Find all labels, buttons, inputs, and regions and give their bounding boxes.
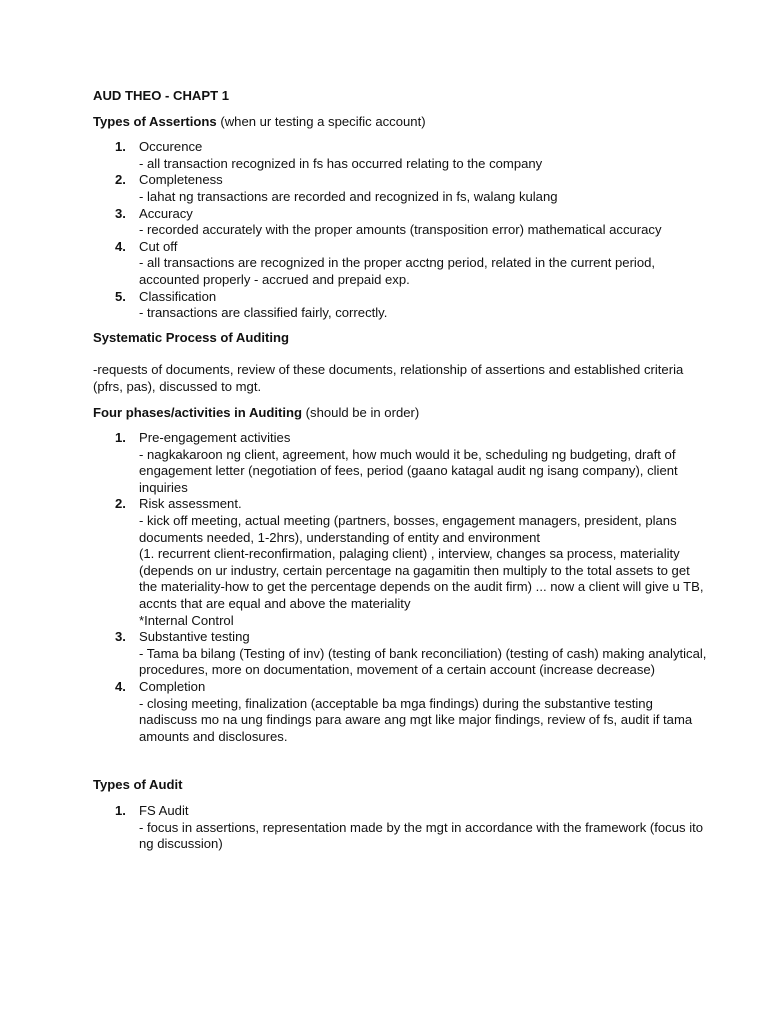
item-description: - focus in assertions, representation made by the mgt in accordance with the framework (focus ito ng discussion) (139, 819, 704, 852)
systematic-text: -requests of documents, review of these documents, relationship of assertions and established criteria (pfrs, pas), discussed to mgt. (93, 362, 684, 394)
item-description: - lahat ng transactions are recorded and recognized in fs, walang kulang (139, 188, 558, 204)
item-number: 2. (115, 172, 126, 188)
item-description: - all transaction recognized in fs has occurred relating to the company (139, 155, 543, 171)
item-number: 4. (115, 238, 126, 254)
item-name: Completion (139, 679, 206, 694)
item-name: FS Audit (139, 802, 189, 818)
item-description: - kick off meeting, actual meeting (partners, bosses, engagement managers, president, plans documents needed, 1-2hrs), understanding of entity and environment (139, 513, 677, 545)
item-name: Cut off (139, 238, 178, 254)
audit-types-heading (93, 777, 708, 794)
item-name: Risk assessment. (139, 496, 242, 512)
phase-item (93, 629, 708, 679)
item-number: 3. (115, 629, 126, 645)
assertion-item (93, 289, 708, 322)
assertions-heading (93, 114, 708, 131)
assertion-item (93, 206, 708, 239)
item-description: - recorded accurately with the proper amounts (transposition error) mathematical accuracy (139, 222, 662, 238)
phase-item (93, 430, 708, 496)
audit-type-item (93, 803, 708, 853)
phases-heading-bold: Four phases/activities in Auditing (93, 404, 303, 420)
item-name: Accuracy (139, 205, 193, 221)
item-number: 1. (115, 802, 126, 818)
item-name: Completeness (139, 172, 223, 188)
phases-heading (93, 405, 708, 422)
audit-types-list (93, 803, 708, 853)
assertion-item (93, 239, 708, 289)
item-description: *Internal Control (139, 612, 234, 628)
document-title: AUD THEO - CHAPT 1 (93, 88, 230, 103)
item-number: 4. (115, 679, 126, 694)
assertions-list (93, 139, 708, 322)
item-name: Classification (139, 288, 217, 304)
assertion-item (93, 172, 708, 205)
phases-heading-note: (should be in order) (302, 404, 420, 420)
item-description: - Tama ba bilang (Testing of inv) (testing of bank reconciliation) (testing of cash) making analytical, procedures, more on documentation, movement of a certain account (increase decrease) (139, 645, 707, 678)
item-name: Substantive testing (139, 629, 250, 645)
item-description: - closing meeting, finalization (acceptable ba mga findings) during the substantive testing nadiscuss mo na ung findings para aware ang mgt like major findings, review of fs, audit if tama amounts and disclosures. (139, 695, 693, 744)
item-name: Pre-engagement activities (139, 430, 291, 446)
phase-item (93, 679, 708, 745)
section-gap (93, 753, 708, 777)
phases-list (93, 430, 708, 745)
item-number: 2. (115, 496, 126, 512)
phase-item (93, 496, 708, 629)
assertion-item (93, 139, 708, 172)
item-number: 3. (115, 205, 126, 221)
systematic-heading-bold: Systematic Process of Auditing (93, 329, 289, 345)
assertions-heading-bold: Types of Assertions (93, 113, 217, 129)
item-name: Occurence (139, 139, 203, 155)
systematic-heading (93, 330, 708, 347)
item-description: - transactions are classified fairly, correctly. (139, 305, 388, 321)
item-description: - all transactions are recognized in the proper acctng period, related in the current period, accounted properly - accrued and prepaid exp. (139, 255, 656, 287)
item-number: 1. (115, 139, 126, 155)
item-number: 5. (115, 288, 126, 304)
audit-types-heading-bold: Types of Audit (93, 777, 183, 793)
item-description: (1. recurrent client-reconfirmation, palaging client) , interview, changes sa process, materiality (depends on ur industry, certain percentage na gagamitin then multiply to the total assets to get the materiality-how to get the percentage depends on the audit firm) ... now a client will give u TB, accnts that are equal and above the materiality (139, 546, 704, 612)
item-number: 1. (115, 430, 126, 446)
item-description: - nagkakaroon ng client, agreement, how much would it be, scheduling ng budgeting, draft of engagement letter (negotiation of fees, period (gaano katagal audit ng isang company), client inquiries (139, 446, 678, 495)
assertions-heading-note: (when ur testing a specific account) (216, 113, 426, 129)
